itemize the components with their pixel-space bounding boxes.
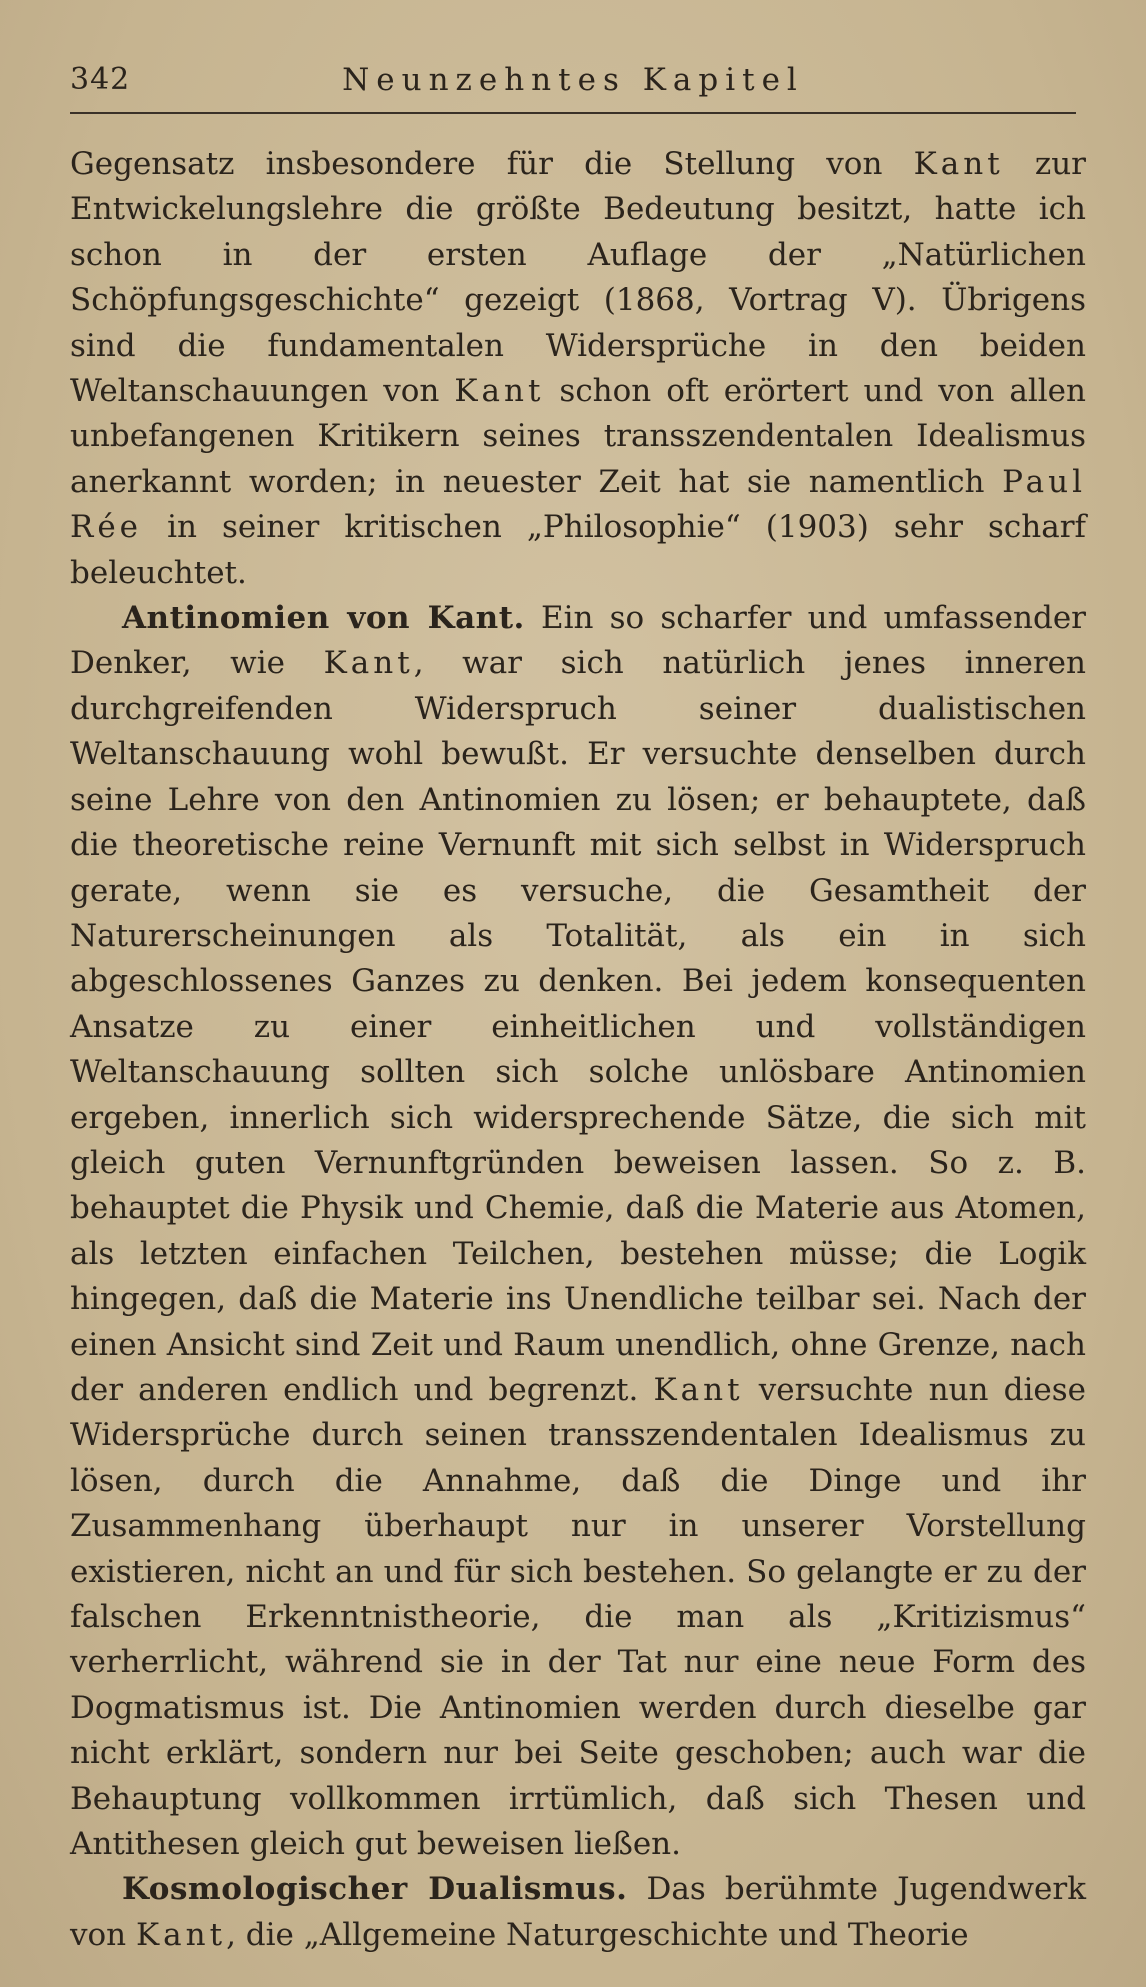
text-run: , war sich natürlich jenes inneren durchgreifenden Widerspruch seiner dualistischen Weltanschauung wohl bewußt. Er versuchte denselben durch seine Lehre von den Antinomien zu lösen; er behauptete, daß die theoretische reine Vernunft mit sich selbst in Widerspruch gerate, wenn sie es versuche, die Gesamtheit der Naturerscheinungen als Totalität, als ein in sich abgeschlossenes Ganzes zu denken. Bei jedem konsequenten Ansatze zu einer einheitlichen und vollständigen Weltanschauung sollten sich solche unlösbare Antinomien ergeben, innerlich sich widersprechende Sätze, die sich mit gleich guten Vernunftgründen beweisen lassen. So z. B. behauptet die Physik und Chemie, daß die Materie aus Atomen, als letzten einfachen Teilchen, bestehen müsse; die Logik hingegen, daß die Materie ins Unendliche teilbar sei. Nach der einen Ansicht sind Zeit und Raum unendlich, ohne Grenze, nach der anderen endlich und begrenzt. — [70, 645, 1086, 1408]
text-run: Ein so scharfer und umfassender Denker, wie — [70, 600, 1086, 682]
paragraph-antinomien — [70, 596, 1086, 1867]
person-name-kant: Kant — [653, 1371, 744, 1408]
text-run: zur Entwickelungslehre die größte Bedeutung besitzt, hatte ich schon in der ersten Auflage der „Natürlichen Schöpfungsgeschichte“ gezeigt (1868, Vortrag V). Übrigens sind die fundamentalen Widersprüche in den beiden Weltanschauungen von — [70, 146, 1086, 410]
paragraph-continuation — [70, 142, 1086, 596]
person-name-kant: Kant — [454, 373, 545, 410]
body-text — [70, 142, 1086, 1958]
running-head: Neunzehntes Kapitel — [342, 62, 804, 98]
section-heading-antinomien: Antinomien von Kant. — [122, 600, 525, 637]
text-run: , die „Allgemeine Naturgeschichte und Theorie — [226, 1916, 969, 1953]
page-header — [70, 62, 1076, 114]
text-run: versuchte nun diese Widersprüche durch seinen transszendentalen Idealismus zu lösen, durch die Annahme, daß die Dinge und ihr Zusammenhang überhaupt nur in unserer Vorstellung existieren, nicht an und für sich bestehen. So gelangte er zu der falschen Erkenntnistheorie, die man als „Kritizismus“ verherrlicht, während sie in der Tat nur eine neue Form des Dogmatismus ist. Die Antinomien werden durch dieselbe gar nicht erklärt, sondern nur bei Seite geschoben; auch war die Behauptung vollkommen irrtümlich, daß sich Thesen und Antithesen gleich gut beweisen ließen. — [70, 1371, 1086, 1863]
person-name-ree: Paul Rée — [70, 463, 1086, 546]
paragraph-kosmologischer-dualismus — [70, 1867, 1086, 1958]
section-heading-kosmologischer-dualismus: Kosmologischer Dualismus. — [122, 1871, 628, 1908]
text-run: in seiner kritischen „Philosophie“ (1903) sehr scharf beleuchtet. — [70, 509, 1086, 591]
page-number: 342 — [70, 62, 131, 97]
person-name-kant: Kant — [136, 1916, 227, 1953]
text-run: Gegensatz insbesondere für die Stellung von — [70, 146, 914, 182]
text-run: schon oft erörtert und von allen unbefangenen Kritikern seines transszendentalen Idealismus anerkannt worden; in neuester Zeit hat sie namentlich — [70, 373, 1086, 500]
person-name-kant: Kant — [323, 645, 414, 682]
text-run: Das berühmte Jugendwerk von — [70, 1871, 1086, 1953]
person-name-kant: Kant — [913, 146, 1004, 182]
